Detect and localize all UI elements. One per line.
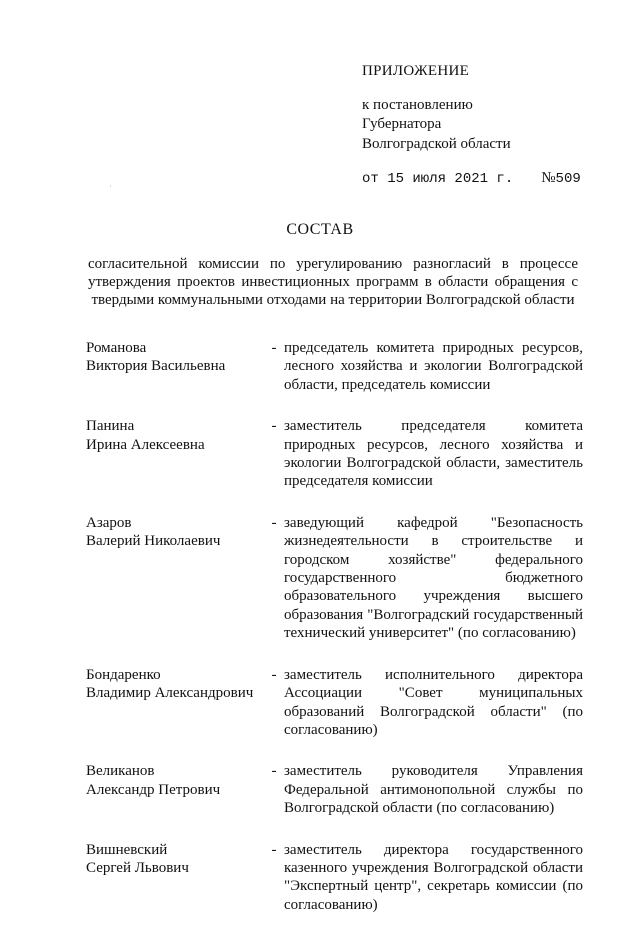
member-given-names: Виктория Васильевна xyxy=(86,358,226,375)
member-name xyxy=(86,666,264,740)
member-given-names: Ирина Алексеевна xyxy=(86,436,205,453)
member-role: заместитель председателя комитета природных ресурсов, лесного хозяйства и экологии Волгоградской области, заместитель председателя комиссии xyxy=(284,418,583,490)
appendix-reference xyxy=(362,96,581,155)
member-role: заместитель директора государственного казенного учреждения Волгоградской области "Экспертный центр", секретарь комиссии (по согласованию) xyxy=(284,841,583,913)
member-row xyxy=(0,841,640,915)
scan-speck: ˙ xyxy=(109,184,112,193)
member-surname: Панина xyxy=(86,418,135,435)
member-dash: - xyxy=(271,841,277,858)
decree-number-label: № xyxy=(541,170,556,186)
member-role: заведующий кафедрой "Безопасность жизнедеятельности в строительстве и городском хозяйстве" федерального государственного бюджетного образовательного учреждения высшего образования "Волгоградский государственный технический университет" (по согласованию) xyxy=(284,514,583,642)
member-row xyxy=(0,762,640,817)
member-role: заместитель руководителя Управления Федеральной антимонопольной службы по Волгоградской области (по согласованию) xyxy=(284,763,583,817)
member-given-names: Владимир Александрович xyxy=(86,685,254,702)
member-row xyxy=(0,666,640,740)
member-dash: - xyxy=(271,418,277,435)
member-dash: - xyxy=(271,514,277,531)
member-dash: - xyxy=(271,666,277,683)
member-given-names: Сергей Львович xyxy=(86,859,189,876)
member-name xyxy=(86,514,264,643)
appendix-dateline xyxy=(362,169,581,190)
member-role: заместитель исполнительного директора Ассоциации "Совет муниципальных образований Волгоградской области" (по согласованию) xyxy=(284,666,583,738)
appendix-title: ПРИЛОЖЕНИЕ xyxy=(362,63,470,79)
member-surname: Азаров xyxy=(86,514,132,531)
appendix-line-2: Губернатора xyxy=(362,116,442,132)
member-row xyxy=(0,514,640,643)
member-dash: - xyxy=(271,340,277,356)
member-name xyxy=(86,339,264,394)
member-name xyxy=(86,841,264,915)
member-name xyxy=(86,762,264,817)
appendix-block xyxy=(362,62,581,190)
document-subtitle: согласительной комиссии по урегулированию разногласий в процессе утверждения проектов инвестиционных программ в области обращения с твердыми коммунальными отходами на территории Волгоградской области xyxy=(88,256,578,308)
appendix-line-3: Волгоградской области xyxy=(362,135,511,152)
members-list xyxy=(0,339,640,937)
decree-date: от 15 июля 2021 г. xyxy=(362,171,514,187)
member-row xyxy=(0,417,640,491)
member-surname: Романова xyxy=(86,340,147,356)
member-given-names: Валерий Николаевич xyxy=(86,533,221,550)
member-name xyxy=(86,417,264,491)
member-surname: Великанов xyxy=(86,763,155,780)
decree-number: 509 xyxy=(555,171,581,187)
member-dash: - xyxy=(271,763,277,780)
member-role: председатель комитета природных ресурсов, лесного хозяйства и экологии Волгоградской области, председатель комиссии xyxy=(284,340,583,393)
member-surname: Вишневский xyxy=(86,841,168,858)
member-given-names: Александр Петрович xyxy=(86,781,221,798)
document-title: СОСТАВ xyxy=(286,221,354,238)
member-row xyxy=(0,339,640,394)
member-surname: Бондаренко xyxy=(86,666,161,683)
appendix-line-1: к постановлению xyxy=(362,96,473,113)
